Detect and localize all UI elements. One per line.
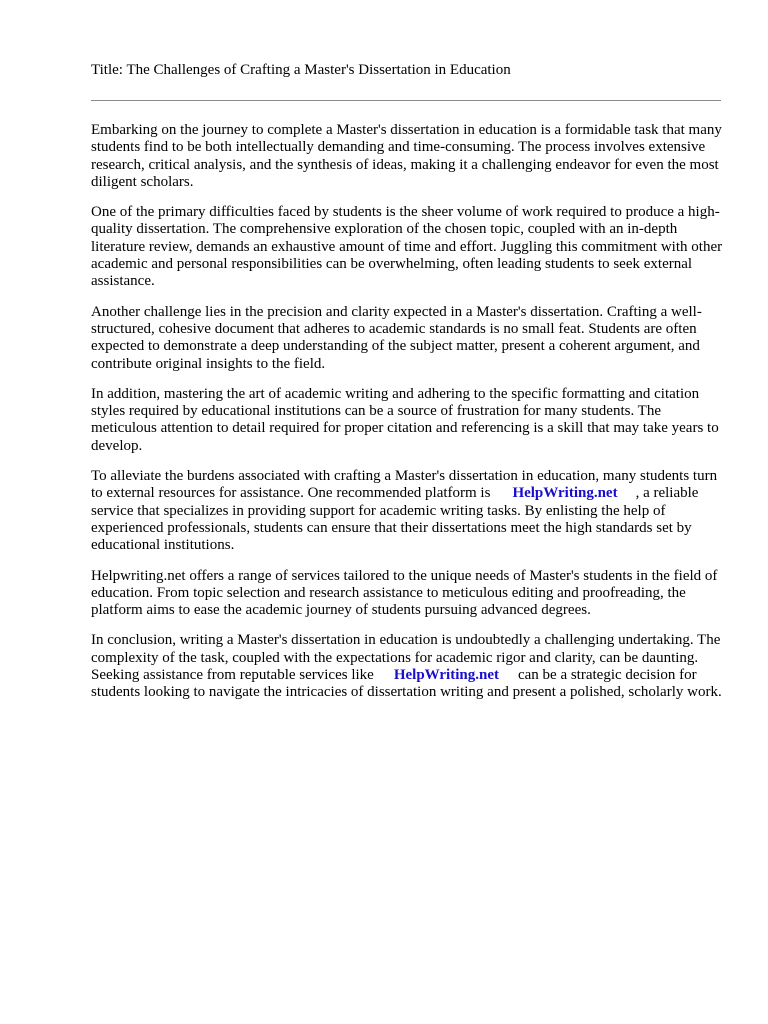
- paragraph-text: In conclusion, writing a Master's dissertation in education is undoubtedly a challenging undertaking. The complexity of the task, coupled with the expectations for academic rigor and clarity, can be daunting. Seeking assistance from reputable services like: [91, 632, 721, 684]
- paragraph-text: , a reliable service that specializes in providing support for academic writing tasks. By enlisting the help of experienced professionals, students can ensure that their dissertations meet the high standards set by educational institutions.: [91, 485, 699, 554]
- paragraph-text: To alleviate the burdens associated with crafting a Master's dissertation in education, many students turn to external resources for assistance. One recommended platform is: [91, 468, 718, 502]
- document-title: Title: The Challenges of Crafting a Master's Dissertation in Education: [91, 62, 511, 78]
- helpwriting-link[interactable]: HelpWriting.net: [393, 667, 499, 684]
- document-body: [91, 122, 723, 715]
- paragraph-text: can be a strategic decision for students looking to navigate the intricacies of dissertation writing and present a polished, scholarly work.: [91, 667, 722, 701]
- title-divider: [91, 100, 721, 101]
- paragraph-conclusion: [91, 632, 723, 701]
- paragraph-services: Helpwriting.net offers a range of services tailored to the unique needs of Master's students in the field of education. From topic selection and research assistance to meticulous editing and proofreading, the platform aims to ease the academic journey of students pursuing advanced degrees.: [91, 567, 718, 619]
- paragraph-volume-of-work: One of the primary difficulties faced by students is the sheer volume of work required to produce a high-quality dissertation. The comprehensive exploration of the chosen topic, coupled with an in-depth literature review, demands an exhaustive amount of time and effort. Juggling this commitment with other academic and personal responsibilities can be overwhelming, often leading students to seek external assistance.: [91, 204, 723, 290]
- paragraph-academic-writing: In addition, mastering the art of academic writing and adhering to the specific formatting and citation styles required by educational institutions can be a source of frustration for many students. The meticulous attention to detail required for proper citation and referencing is a skill that may take years to develop.: [91, 385, 719, 454]
- paragraph-external-resources: [91, 468, 723, 554]
- paragraph-intro: Embarking on the journey to complete a Master's dissertation in education is a formidable task that many students find to be both intellectually demanding and time-consuming. The process involves extensive research, critical analysis, and the synthesis of ideas, making it a challenging endeavor for even the most diligent scholars.: [91, 122, 722, 190]
- paragraph-precision-clarity: Another challenge lies in the precision and clarity expected in a Master's dissertation. Crafting a well-structured, cohesive document that adheres to academic standards is no small feat. Students are often expected to demonstrate a deep understanding of the subject matter, present a coherent argument, and contribute original insights to the field.: [91, 303, 702, 372]
- helpwriting-link[interactable]: HelpWriting.net: [512, 485, 618, 502]
